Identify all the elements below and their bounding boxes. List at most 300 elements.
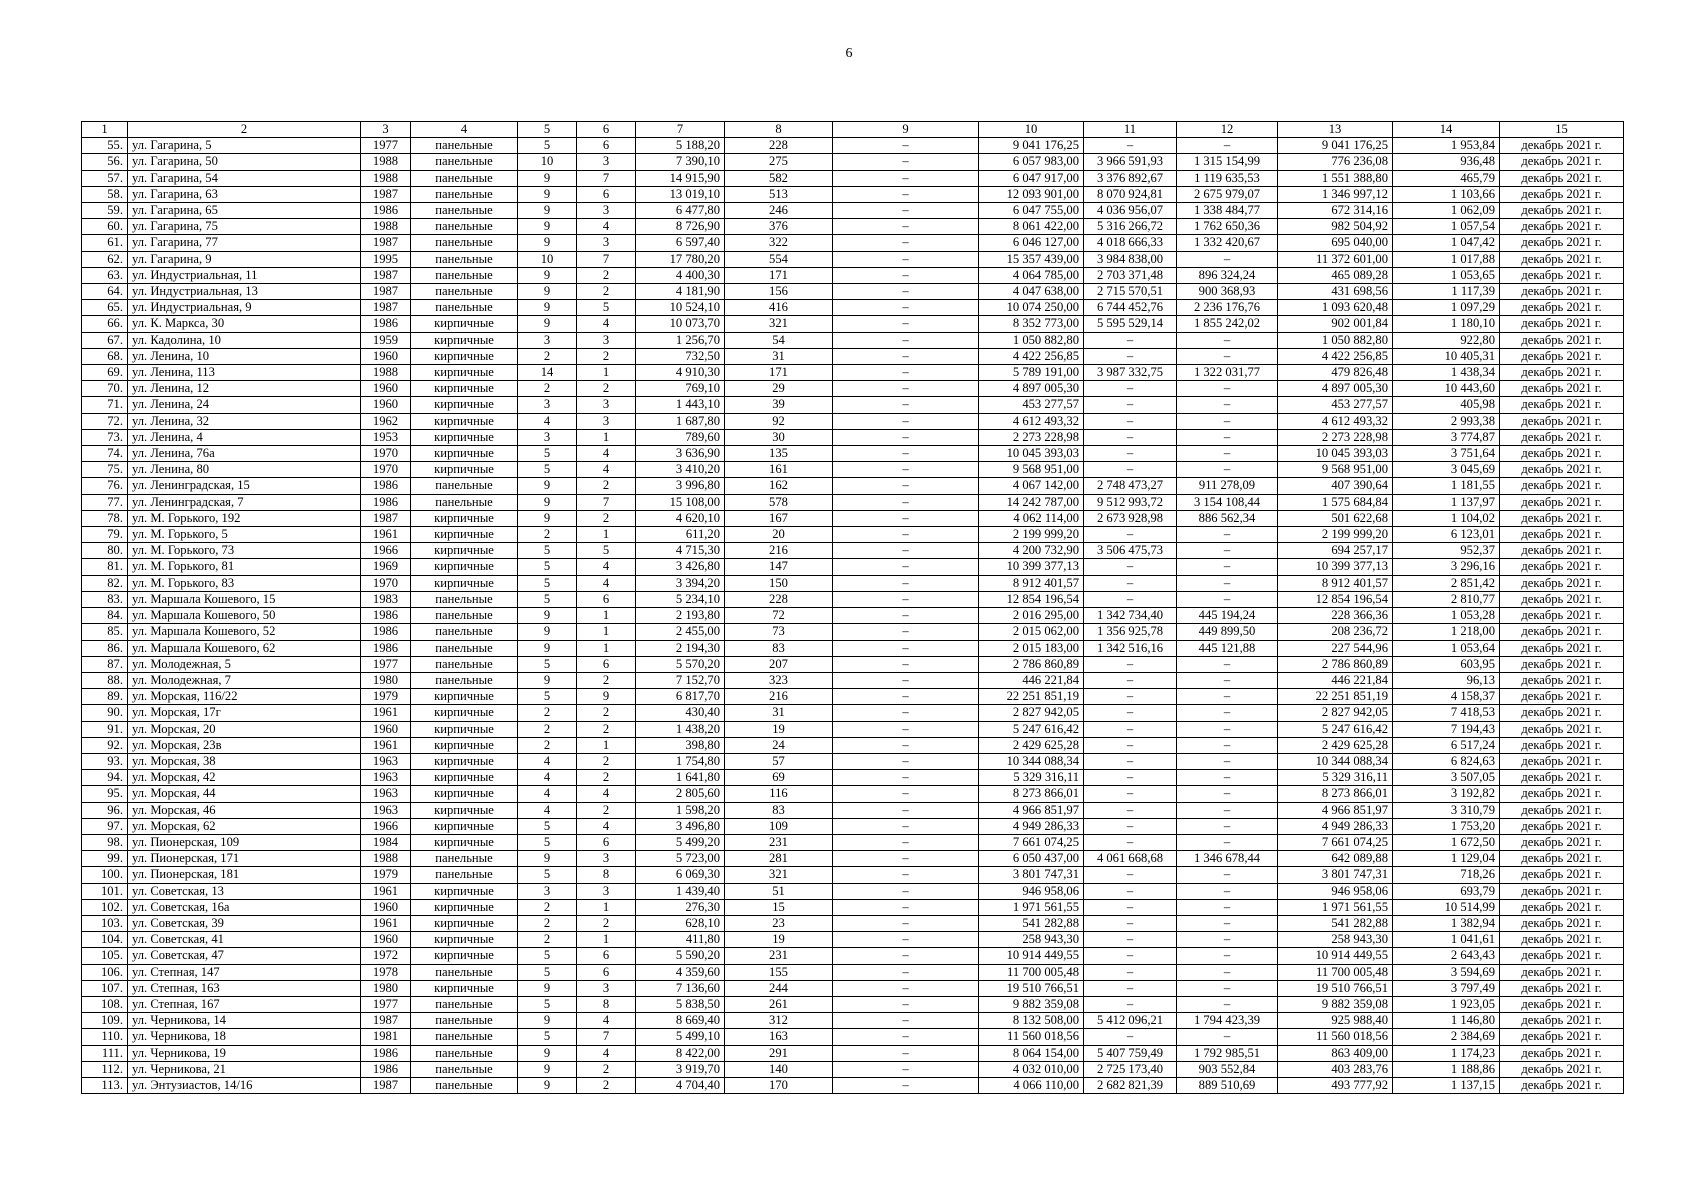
cell-wall-material: панельные — [411, 591, 518, 607]
cell-completion-date: декабрь 2021 г. — [1500, 656, 1624, 672]
table-row — [82, 170, 1624, 186]
cell-col-9-value: – — [833, 883, 979, 899]
cell-entrances: 4 — [577, 316, 636, 332]
cell-area: 411,80 — [636, 932, 725, 948]
table-row — [82, 397, 1624, 413]
cell-completion-date: декабрь 2021 г. — [1500, 365, 1624, 381]
cell-residents: 162 — [725, 478, 833, 494]
cell-floors: 5 — [518, 948, 577, 964]
cell-completion-date: декабрь 2021 г. — [1500, 705, 1624, 721]
table-row — [82, 138, 1624, 154]
cell-total-cost: 4 066 110,00 — [979, 1077, 1084, 1093]
cell-row-number: 77. — [82, 494, 128, 510]
cell-regional-amount: 903 552,84 — [1177, 1061, 1278, 1077]
cell-col-9-value: – — [833, 786, 979, 802]
cell-area: 398,80 — [636, 737, 725, 753]
cell-floors: 9 — [518, 1061, 577, 1077]
cell-unit-cost: 922,80 — [1393, 332, 1500, 348]
cell-area: 4 620,10 — [636, 510, 725, 526]
cell-floors: 9 — [518, 640, 577, 656]
cell-owners-amount: 1 551 388,80 — [1278, 170, 1393, 186]
cell-total-cost: 2 015 183,00 — [979, 640, 1084, 656]
cell-area: 4 715,30 — [636, 543, 725, 559]
cell-fund-amount: 5 316 266,72 — [1084, 219, 1177, 235]
cell-floors: 9 — [518, 478, 577, 494]
cell-col-9-value: – — [833, 462, 979, 478]
cell-year-built: 1961 — [361, 883, 411, 899]
cell-address: ул. Морская, 46 — [128, 802, 361, 818]
cell-area: 5 499,10 — [636, 1029, 725, 1045]
cell-year-built: 1988 — [361, 170, 411, 186]
cell-address: ул. Ленина, 113 — [128, 365, 361, 381]
cell-residents: 31 — [725, 705, 833, 721]
cell-regional-amount: – — [1177, 818, 1278, 834]
cell-entrances: 3 — [577, 203, 636, 219]
cell-regional-amount: – — [1177, 705, 1278, 721]
cell-address: ул. Ленина, 76а — [128, 446, 361, 462]
cell-total-cost: 4 200 732,90 — [979, 543, 1084, 559]
cell-owners-amount: 9 882 359,08 — [1278, 996, 1393, 1012]
cell-floors: 5 — [518, 446, 577, 462]
table-row — [82, 462, 1624, 478]
cell-year-built: 1959 — [361, 332, 411, 348]
cell-wall-material: панельные — [411, 1013, 518, 1029]
cell-col-9-value: – — [833, 413, 979, 429]
cell-wall-material: панельные — [411, 1061, 518, 1077]
cell-area: 2 805,60 — [636, 786, 725, 802]
cell-year-built: 1961 — [361, 915, 411, 931]
cell-area: 1 256,70 — [636, 332, 725, 348]
cell-owners-amount: 493 777,92 — [1278, 1077, 1393, 1093]
cell-total-cost: 1 050 882,80 — [979, 332, 1084, 348]
cell-row-number: 102. — [82, 899, 128, 915]
cell-wall-material: панельные — [411, 300, 518, 316]
cell-regional-amount: – — [1177, 429, 1278, 445]
cell-address: ул. Черникова, 19 — [128, 1045, 361, 1061]
cell-col-9-value: – — [833, 689, 979, 705]
cell-row-number: 108. — [82, 996, 128, 1012]
cell-fund-amount: 1 342 734,40 — [1084, 608, 1177, 624]
cell-residents: 92 — [725, 413, 833, 429]
cell-fund-amount: – — [1084, 980, 1177, 996]
cell-floors: 5 — [518, 964, 577, 980]
cell-regional-amount: – — [1177, 721, 1278, 737]
cell-floors: 4 — [518, 802, 577, 818]
cell-unit-cost: 3 192,82 — [1393, 786, 1500, 802]
cell-regional-amount: – — [1177, 964, 1278, 980]
cell-fund-amount: 8 070 924,81 — [1084, 186, 1177, 202]
cell-residents: 416 — [725, 300, 833, 316]
cell-floors: 9 — [518, 980, 577, 996]
table-row — [82, 899, 1624, 915]
cell-address: ул. Морская, 23в — [128, 737, 361, 753]
cell-residents: 578 — [725, 494, 833, 510]
cell-address: ул. Ленина, 12 — [128, 381, 361, 397]
cell-regional-amount: 3 154 108,44 — [1177, 494, 1278, 510]
cell-address: ул. Индустриальная, 13 — [128, 284, 361, 300]
cell-wall-material: кирпичные — [411, 575, 518, 591]
cell-area: 4 704,40 — [636, 1077, 725, 1093]
cell-wall-material: кирпичные — [411, 948, 518, 964]
cell-total-cost: 9 041 176,25 — [979, 138, 1084, 154]
cell-year-built: 1960 — [361, 932, 411, 948]
cell-wall-material: панельные — [411, 1077, 518, 1093]
cell-owners-amount: 4 897 005,30 — [1278, 381, 1393, 397]
column-header-3: 3 — [361, 122, 411, 138]
cell-total-cost: 6 057 983,00 — [979, 154, 1084, 170]
table-row — [82, 640, 1624, 656]
cell-area: 3 996,80 — [636, 478, 725, 494]
cell-fund-amount: 2 673 928,98 — [1084, 510, 1177, 526]
cell-unit-cost: 6 517,24 — [1393, 737, 1500, 753]
cell-address: ул. Ленина, 32 — [128, 413, 361, 429]
table-row — [82, 672, 1624, 688]
table-row — [82, 770, 1624, 786]
cell-owners-amount: 1 971 561,55 — [1278, 899, 1393, 915]
cell-completion-date: декабрь 2021 г. — [1500, 1013, 1624, 1029]
cell-area: 1 598,20 — [636, 802, 725, 818]
cell-floors: 5 — [518, 656, 577, 672]
cell-wall-material: панельные — [411, 640, 518, 656]
cell-row-number: 97. — [82, 818, 128, 834]
cell-completion-date: декабрь 2021 г. — [1500, 429, 1624, 445]
cell-year-built: 1961 — [361, 705, 411, 721]
cell-fund-amount: – — [1084, 397, 1177, 413]
cell-residents: 155 — [725, 964, 833, 980]
cell-owners-amount: 227 544,96 — [1278, 640, 1393, 656]
cell-row-number: 63. — [82, 267, 128, 283]
cell-floors: 5 — [518, 591, 577, 607]
cell-completion-date: декабрь 2021 г. — [1500, 980, 1624, 996]
cell-floors: 9 — [518, 1077, 577, 1093]
cell-address: ул. Пионерская, 181 — [128, 867, 361, 883]
cell-regional-amount: – — [1177, 980, 1278, 996]
table-row — [82, 251, 1624, 267]
cell-col-9-value: – — [833, 608, 979, 624]
cell-address: ул. Ленина, 80 — [128, 462, 361, 478]
table-row — [82, 656, 1624, 672]
cell-entrances: 5 — [577, 300, 636, 316]
cell-completion-date: декабрь 2021 г. — [1500, 899, 1624, 915]
table-row — [82, 802, 1624, 818]
cell-year-built: 1960 — [361, 899, 411, 915]
cell-year-built: 1966 — [361, 543, 411, 559]
table-row — [82, 154, 1624, 170]
cell-owners-amount: 2 199 999,20 — [1278, 527, 1393, 543]
column-header-4: 4 — [411, 122, 518, 138]
cell-total-cost: 8 912 401,57 — [979, 575, 1084, 591]
cell-area: 6 597,40 — [636, 235, 725, 251]
cell-area: 4 359,60 — [636, 964, 725, 980]
cell-wall-material: панельные — [411, 656, 518, 672]
cell-total-cost: 2 429 625,28 — [979, 737, 1084, 753]
cell-unit-cost: 1 047,42 — [1393, 235, 1500, 251]
cell-total-cost: 22 251 851,19 — [979, 689, 1084, 705]
column-header-15: 15 — [1500, 122, 1624, 138]
cell-owners-amount: 672 314,16 — [1278, 203, 1393, 219]
cell-col-9-value: – — [833, 948, 979, 964]
cell-total-cost: 10 045 393,03 — [979, 446, 1084, 462]
cell-area: 17 780,20 — [636, 251, 725, 267]
cell-residents: 216 — [725, 689, 833, 705]
cell-total-cost: 4 062 114,00 — [979, 510, 1084, 526]
cell-regional-amount: – — [1177, 948, 1278, 964]
cell-unit-cost: 6 123,01 — [1393, 527, 1500, 543]
cell-residents: 72 — [725, 608, 833, 624]
cell-wall-material: кирпичные — [411, 332, 518, 348]
cell-total-cost: 5 789 191,00 — [979, 365, 1084, 381]
cell-year-built: 1979 — [361, 867, 411, 883]
cell-area: 5 838,50 — [636, 996, 725, 1012]
cell-area: 3 496,80 — [636, 818, 725, 834]
table-row — [82, 284, 1624, 300]
cell-fund-amount: – — [1084, 721, 1177, 737]
cell-entrances: 3 — [577, 235, 636, 251]
cell-fund-amount: – — [1084, 802, 1177, 818]
cell-completion-date: декабрь 2021 г. — [1500, 284, 1624, 300]
cell-floors: 3 — [518, 332, 577, 348]
cell-address: ул. Морская, 17г — [128, 705, 361, 721]
cell-unit-cost: 3 296,16 — [1393, 559, 1500, 575]
cell-wall-material: панельные — [411, 284, 518, 300]
cell-floors: 9 — [518, 608, 577, 624]
cell-row-number: 71. — [82, 397, 128, 413]
cell-floors: 9 — [518, 203, 577, 219]
cell-total-cost: 12 854 196,54 — [979, 591, 1084, 607]
cell-row-number: 99. — [82, 851, 128, 867]
cell-floors: 9 — [518, 672, 577, 688]
cell-regional-amount: – — [1177, 737, 1278, 753]
table-row — [82, 996, 1624, 1012]
cell-total-cost: 4 966 851,97 — [979, 802, 1084, 818]
cell-row-number: 94. — [82, 770, 128, 786]
cell-year-built: 1988 — [361, 365, 411, 381]
cell-year-built: 1986 — [361, 640, 411, 656]
cell-wall-material: кирпичные — [411, 899, 518, 915]
cell-area: 611,20 — [636, 527, 725, 543]
cell-wall-material: кирпичные — [411, 980, 518, 996]
cell-floors: 10 — [518, 154, 577, 170]
cell-row-number: 69. — [82, 365, 128, 381]
cell-residents: 23 — [725, 915, 833, 931]
cell-col-9-value: – — [833, 316, 979, 332]
table-row — [82, 753, 1624, 769]
cell-area: 5 723,00 — [636, 851, 725, 867]
cell-address: ул. Гагарина, 75 — [128, 219, 361, 235]
cell-owners-amount: 446 221,84 — [1278, 672, 1393, 688]
cell-entrances: 6 — [577, 138, 636, 154]
cell-wall-material: панельные — [411, 251, 518, 267]
cell-address: ул. Пионерская, 109 — [128, 834, 361, 850]
cell-col-9-value: – — [833, 397, 979, 413]
cell-regional-amount: – — [1177, 802, 1278, 818]
cell-fund-amount: – — [1084, 689, 1177, 705]
cell-floors: 9 — [518, 300, 577, 316]
cell-floors: 2 — [518, 932, 577, 948]
cell-unit-cost: 1 117,39 — [1393, 284, 1500, 300]
cell-completion-date: декабрь 2021 г. — [1500, 478, 1624, 494]
cell-area: 5 188,20 — [636, 138, 725, 154]
cell-col-9-value: – — [833, 964, 979, 980]
cell-fund-amount: 6 744 452,76 — [1084, 300, 1177, 316]
cell-wall-material: кирпичные — [411, 883, 518, 899]
cell-entrances: 1 — [577, 899, 636, 915]
cell-wall-material: кирпичные — [411, 915, 518, 931]
cell-floors: 9 — [518, 235, 577, 251]
cell-completion-date: декабрь 2021 г. — [1500, 915, 1624, 931]
cell-total-cost: 9 882 359,08 — [979, 996, 1084, 1012]
cell-col-9-value: – — [833, 802, 979, 818]
cell-completion-date: декабрь 2021 г. — [1500, 802, 1624, 818]
cell-unit-cost: 3 797,49 — [1393, 980, 1500, 996]
table-row — [82, 413, 1624, 429]
cell-residents: 275 — [725, 154, 833, 170]
cell-unit-cost: 465,79 — [1393, 170, 1500, 186]
cell-area: 1 443,10 — [636, 397, 725, 413]
cell-row-number: 112. — [82, 1061, 128, 1077]
cell-total-cost: 4 949 286,33 — [979, 818, 1084, 834]
cell-year-built: 1969 — [361, 559, 411, 575]
cell-address: ул. К. Маркса, 30 — [128, 316, 361, 332]
cell-unit-cost: 952,37 — [1393, 543, 1500, 559]
cell-floors: 3 — [518, 397, 577, 413]
cell-floors: 4 — [518, 753, 577, 769]
cell-regional-amount: – — [1177, 899, 1278, 915]
table-row — [82, 867, 1624, 883]
cell-fund-amount: – — [1084, 348, 1177, 364]
cell-col-9-value: – — [833, 624, 979, 640]
cell-residents: 246 — [725, 203, 833, 219]
cell-col-9-value: – — [833, 154, 979, 170]
cell-col-9-value: – — [833, 737, 979, 753]
cell-year-built: 1986 — [361, 203, 411, 219]
cell-total-cost: 9 568 951,00 — [979, 462, 1084, 478]
cell-owners-amount: 2 786 860,89 — [1278, 656, 1393, 672]
cell-fund-amount: – — [1084, 996, 1177, 1012]
cell-area: 3 410,20 — [636, 462, 725, 478]
table-row — [82, 267, 1624, 283]
cell-address: ул. Степная, 167 — [128, 996, 361, 1012]
cell-fund-amount: 3 966 591,93 — [1084, 154, 1177, 170]
cell-year-built: 1979 — [361, 689, 411, 705]
cell-owners-amount: 3 801 747,31 — [1278, 867, 1393, 883]
cell-completion-date: декабрь 2021 г. — [1500, 608, 1624, 624]
table-row — [82, 219, 1624, 235]
cell-row-number: 56. — [82, 154, 128, 170]
cell-col-9-value: – — [833, 543, 979, 559]
cell-completion-date: декабрь 2021 г. — [1500, 1061, 1624, 1077]
cell-unit-cost: 2 810,77 — [1393, 591, 1500, 607]
cell-unit-cost: 1 174,23 — [1393, 1045, 1500, 1061]
cell-floors: 14 — [518, 365, 577, 381]
cell-row-number: 113. — [82, 1077, 128, 1093]
cell-floors: 5 — [518, 575, 577, 591]
cell-area: 4 910,30 — [636, 365, 725, 381]
cell-residents: 20 — [725, 527, 833, 543]
cell-unit-cost: 1 062,09 — [1393, 203, 1500, 219]
cell-area: 3 919,70 — [636, 1061, 725, 1077]
cell-area: 7 152,70 — [636, 672, 725, 688]
cell-completion-date: декабрь 2021 г. — [1500, 219, 1624, 235]
cell-fund-amount: 5 407 759,49 — [1084, 1045, 1177, 1061]
cell-owners-amount: 982 504,92 — [1278, 219, 1393, 235]
cell-unit-cost: 3 310,79 — [1393, 802, 1500, 818]
cell-residents: 135 — [725, 446, 833, 462]
cell-fund-amount: – — [1084, 834, 1177, 850]
cell-address: ул. Советская, 16а — [128, 899, 361, 915]
cell-row-number: 88. — [82, 672, 128, 688]
cell-wall-material: панельные — [411, 996, 518, 1012]
cell-unit-cost: 1 057,54 — [1393, 219, 1500, 235]
cell-unit-cost: 1 104,02 — [1393, 510, 1500, 526]
cell-col-9-value: – — [833, 834, 979, 850]
cell-entrances: 2 — [577, 284, 636, 300]
cell-fund-amount: – — [1084, 932, 1177, 948]
cell-fund-amount: – — [1084, 446, 1177, 462]
cell-fund-amount: – — [1084, 559, 1177, 575]
cell-entrances: 1 — [577, 624, 636, 640]
cell-col-9-value: – — [833, 365, 979, 381]
cell-entrances: 2 — [577, 672, 636, 688]
cell-completion-date: декабрь 2021 г. — [1500, 332, 1624, 348]
cell-completion-date: декабрь 2021 г. — [1500, 397, 1624, 413]
cell-row-number: 89. — [82, 689, 128, 705]
cell-col-9-value: – — [833, 219, 979, 235]
cell-residents: 24 — [725, 737, 833, 753]
cell-owners-amount: 2 429 625,28 — [1278, 737, 1393, 753]
cell-fund-amount: 3 984 838,00 — [1084, 251, 1177, 267]
cell-entrances: 3 — [577, 851, 636, 867]
cell-floors: 9 — [518, 316, 577, 332]
cell-entrances: 1 — [577, 527, 636, 543]
cell-unit-cost: 1 672,50 — [1393, 834, 1500, 850]
cell-regional-amount: – — [1177, 689, 1278, 705]
cell-unit-cost: 1 953,84 — [1393, 138, 1500, 154]
cell-area: 3 636,90 — [636, 446, 725, 462]
cell-completion-date: декабрь 2021 г. — [1500, 510, 1624, 526]
table-row — [82, 332, 1624, 348]
cell-row-number: 100. — [82, 867, 128, 883]
cell-area: 8 422,00 — [636, 1045, 725, 1061]
cell-area: 8 726,90 — [636, 219, 725, 235]
cell-col-9-value: – — [833, 381, 979, 397]
cell-regional-amount: 449 899,50 — [1177, 624, 1278, 640]
cell-regional-amount: – — [1177, 996, 1278, 1012]
cell-owners-amount: 2 273 228,98 — [1278, 429, 1393, 445]
cell-residents: 109 — [725, 818, 833, 834]
cell-floors: 5 — [518, 1029, 577, 1045]
cell-row-number: 66. — [82, 316, 128, 332]
table-row — [82, 608, 1624, 624]
cell-wall-material: панельные — [411, 1045, 518, 1061]
cell-entrances: 4 — [577, 1045, 636, 1061]
cell-owners-amount: 1 093 620,48 — [1278, 300, 1393, 316]
table-row — [82, 1013, 1624, 1029]
cell-area: 769,10 — [636, 381, 725, 397]
cell-year-built: 1995 — [361, 251, 411, 267]
cell-fund-amount: – — [1084, 138, 1177, 154]
cell-col-9-value: – — [833, 672, 979, 688]
cell-fund-amount: – — [1084, 591, 1177, 607]
cell-residents: 322 — [725, 235, 833, 251]
cell-regional-amount: 1 332 420,67 — [1177, 235, 1278, 251]
cell-unit-cost: 1 053,28 — [1393, 608, 1500, 624]
cell-completion-date: декабрь 2021 г. — [1500, 689, 1624, 705]
cell-col-9-value: – — [833, 915, 979, 931]
cell-wall-material: панельные — [411, 964, 518, 980]
cell-floors: 9 — [518, 510, 577, 526]
cell-row-number: 90. — [82, 705, 128, 721]
